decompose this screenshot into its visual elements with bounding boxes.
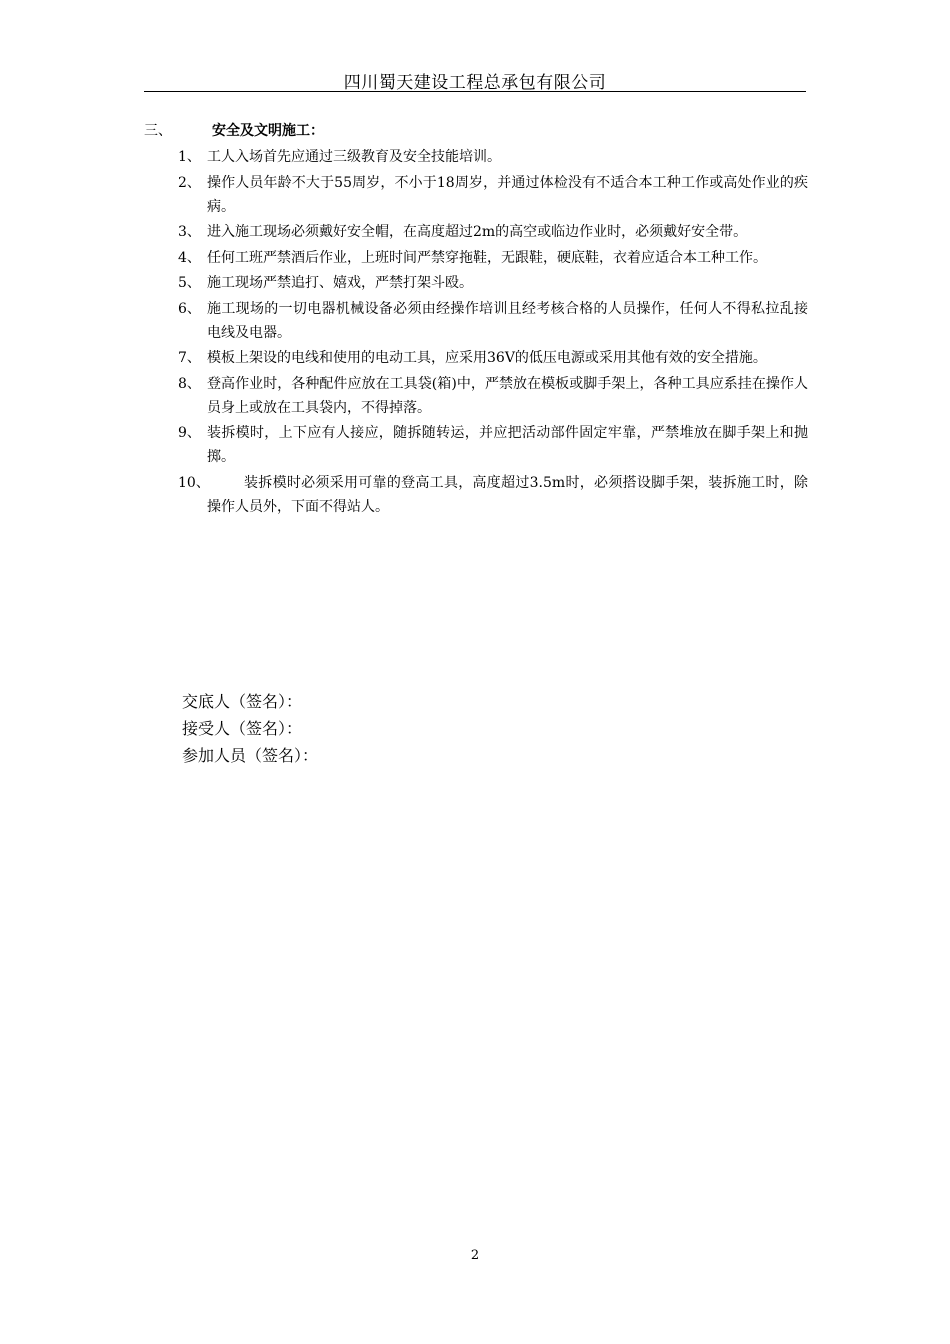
item-number: 3、 — [178, 224, 201, 240]
item-number: 10、 — [178, 474, 210, 491]
item-text: 任何工班严禁酒后作业，上班时间严禁穿拖鞋，无跟鞋，硬底鞋，衣着应适合本工种工作。 — [207, 249, 767, 266]
item-text: 工人入场首先应通过三级教育及安全技能培训。 — [207, 149, 501, 165]
item-text: 登高作业时，各种配件应放在工具袋(箱)中，严禁放在模板或脚手架上，各种工具应系挂在操作人员身上或放在工具袋内，不得掉落。 — [207, 375, 808, 416]
item-number: 8、 — [178, 375, 201, 392]
list-item — [178, 471, 808, 519]
item-number: 9、 — [178, 425, 201, 441]
list-item — [178, 297, 808, 345]
signature-block — [182, 688, 318, 769]
presenter-signature-label: 交底人（签名）： — [182, 692, 303, 711]
item-number: 6、 — [178, 300, 201, 317]
item-text: 进入施工现场必须戴好安全帽，在高度超过2m的高空或临边作业时，必须戴好安全带。 — [207, 224, 748, 240]
item-number: 4、 — [178, 249, 201, 266]
list-item — [178, 421, 808, 469]
item-number: 1、 — [178, 149, 201, 165]
safety-rules-list — [178, 145, 808, 520]
header-divider — [144, 91, 806, 92]
section-heading — [144, 120, 324, 140]
list-item — [178, 171, 808, 219]
item-text: 操作人员年龄不大于55周岁，不小于18周岁，并通过体检没有不适合本工种工作或高处作业的疾病。 — [207, 174, 808, 215]
list-item — [178, 346, 808, 370]
document-header: 四川蜀天建设工程总承包有限公司 — [343, 73, 607, 93]
list-item — [178, 220, 808, 244]
list-item — [178, 271, 808, 295]
list-item — [178, 145, 808, 169]
section-number: 三、 — [144, 123, 172, 139]
item-number: 2、 — [178, 174, 201, 191]
list-item — [178, 372, 808, 420]
item-text: 施工现场的一切电器机械设备必须由经操作培训且经考核合格的人员操作，任何人不得私拉乱接电线及电器。 — [207, 300, 808, 341]
item-text: 模板上架设的电线和使用的电动工具，应采用36V的低压电源或采用其他有效的安全措施。 — [207, 350, 767, 366]
item-number: 5、 — [178, 275, 201, 291]
item-number: 7、 — [178, 350, 201, 366]
receiver-signature-label: 接受人（签名）： — [182, 719, 303, 738]
item-text: 施工现场严禁追打、嬉戏，严禁打架斗殴。 — [207, 275, 473, 291]
item-text: 装拆模时，上下应有人接应，随拆随转运，并应把活动部件固定牢靠，严禁堆放在脚手架上和抛掷。 — [207, 425, 808, 465]
item-text: 装拆模时必须采用可靠的登高工具，高度超过3.5m时，必须搭设脚手架，装拆施工时，除操作人员外，下面不得站人。 — [207, 474, 808, 515]
list-item — [178, 246, 808, 270]
participants-signature-label: 参加人员（签名）： — [182, 746, 319, 765]
page-number: 2 — [470, 1248, 480, 1263]
section-title: 安全及文明施工： — [212, 123, 324, 139]
